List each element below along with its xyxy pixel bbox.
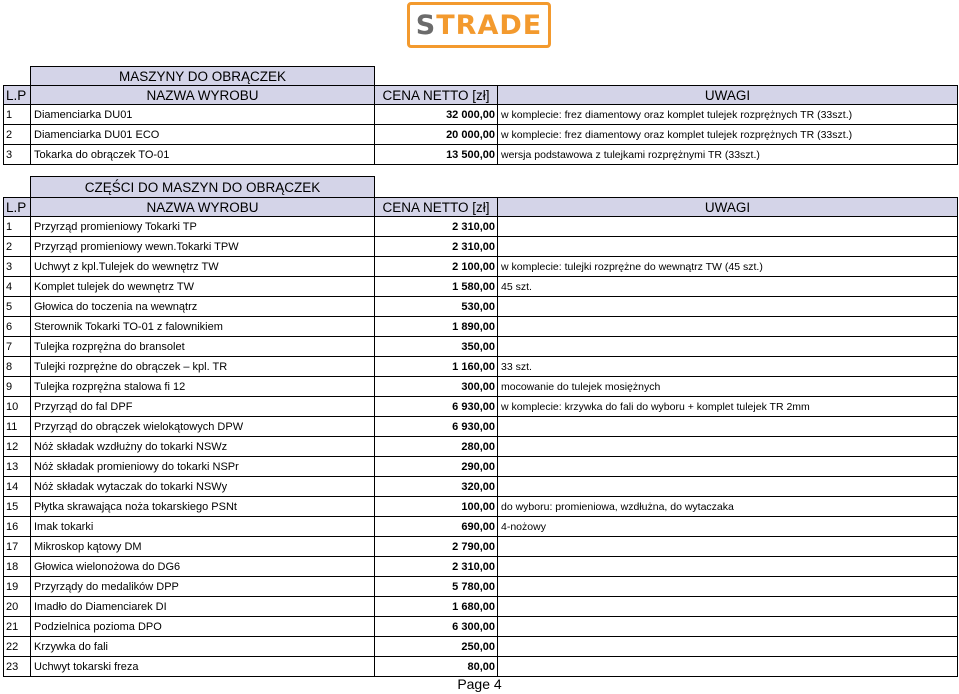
notes-cell xyxy=(498,457,958,477)
price-cell: 690,00 xyxy=(375,517,498,537)
notes-cell xyxy=(498,597,958,617)
price-cell: 1 680,00 xyxy=(375,597,498,617)
table-row xyxy=(4,437,958,457)
machines-header-row xyxy=(4,86,958,105)
price-cell: 100,00 xyxy=(375,497,498,517)
notes-cell xyxy=(498,337,958,357)
table-row xyxy=(4,637,958,657)
table-row xyxy=(4,557,958,577)
table-row xyxy=(4,657,958,677)
notes-cell xyxy=(498,317,958,337)
product-name: Podzielnica pozioma DPO xyxy=(31,617,375,637)
row-number: 2 xyxy=(4,237,31,257)
product-name: Przyrząd do obrączek wielokątowych DPW xyxy=(31,417,375,437)
col-header-notes: UWAGI xyxy=(498,198,958,217)
product-name: Krzywka do fali xyxy=(31,637,375,657)
table-row xyxy=(4,257,958,277)
price-cell: 2 790,00 xyxy=(375,537,498,557)
col-header-name: NAZWA WYROBU xyxy=(31,86,375,105)
table-row xyxy=(4,457,958,477)
price-cell: 320,00 xyxy=(375,477,498,497)
row-number: 15 xyxy=(4,497,31,517)
row-number: 19 xyxy=(4,577,31,597)
notes-cell: wersja podstawowa z tulejkami rozprężnymi TR (33szt.) xyxy=(498,145,958,165)
table-row xyxy=(4,217,958,237)
machines-section-title: MASZYNY DO OBRĄCZEK xyxy=(31,67,375,86)
product-name: Tulejka rozprężna do bransolet xyxy=(31,337,375,357)
product-name: Mikroskop kątowy DM xyxy=(31,537,375,557)
table-row xyxy=(4,145,958,165)
product-name: Nóż składak wytaczak do tokarki NSWy xyxy=(31,477,375,497)
row-number: 22 xyxy=(4,637,31,657)
price-cell: 2 310,00 xyxy=(375,557,498,577)
row-number: 6 xyxy=(4,317,31,337)
price-cell: 530,00 xyxy=(375,297,498,317)
price-cell: 1 890,00 xyxy=(375,317,498,337)
table-row xyxy=(4,357,958,377)
product-name: Diamenciarka DU01 ECO xyxy=(31,125,375,145)
price-cell: 32 000,00 xyxy=(375,105,498,125)
col-header-lp: L.P xyxy=(4,198,31,217)
price-cell: 6 930,00 xyxy=(375,397,498,417)
notes-cell xyxy=(498,477,958,497)
product-name: Przyrząd do fal DPF xyxy=(31,397,375,417)
product-name: Tokarka do obrączek TO-01 xyxy=(31,145,375,165)
logo-text: STRADE xyxy=(415,9,543,41)
table-row xyxy=(4,105,958,125)
notes-cell: mocowanie do tulejek mosiężnych xyxy=(498,377,958,397)
row-number: 17 xyxy=(4,537,31,557)
table-row xyxy=(4,617,958,637)
product-name: Przyrządy do medalików DPP xyxy=(31,577,375,597)
notes-cell xyxy=(498,537,958,557)
notes-cell xyxy=(498,437,958,457)
col-header-notes: UWAGI xyxy=(498,86,958,105)
row-number: 5 xyxy=(4,297,31,317)
row-number: 3 xyxy=(4,257,31,277)
price-cell: 6 930,00 xyxy=(375,417,498,437)
col-header-price: CENA NETTO [zł] xyxy=(375,86,498,105)
table-row xyxy=(4,477,958,497)
notes-cell xyxy=(498,417,958,437)
product-name: Głowica wielonożowa do DG6 xyxy=(31,557,375,577)
table-row xyxy=(4,537,958,557)
product-name: Imadło do Diamenciarek DI xyxy=(31,597,375,617)
table-row xyxy=(4,277,958,297)
product-name: Tulejka rozprężna stalowa fi 12 xyxy=(31,377,375,397)
product-name: Imak tokarki xyxy=(31,517,375,537)
col-header-name: NAZWA WYROBU xyxy=(31,198,375,217)
price-cell: 20 000,00 xyxy=(375,125,498,145)
parts-table xyxy=(3,176,958,677)
table-row xyxy=(4,317,958,337)
price-cell: 1 160,00 xyxy=(375,357,498,377)
col-header-price: CENA NETTO [zł] xyxy=(375,198,498,217)
notes-cell xyxy=(498,657,958,677)
table-row xyxy=(4,597,958,617)
notes-cell xyxy=(498,577,958,597)
parts-section-title: CZĘŚCI DO MASZYN DO OBRĄCZEK xyxy=(31,177,375,198)
table-row xyxy=(4,125,958,145)
notes-cell: w komplecie: frez diamentowy oraz komplet tulejek rozprężnych TR (33szt.) xyxy=(498,125,958,145)
col-header-lp: L.P xyxy=(4,86,31,105)
parts-header-row xyxy=(4,198,958,217)
table-row xyxy=(4,377,958,397)
notes-cell: w komplecie: tulejki rozprężne do wewnątrz TW (45 szt.) xyxy=(498,257,958,277)
row-number: 9 xyxy=(4,377,31,397)
row-number: 4 xyxy=(4,277,31,297)
price-cell: 280,00 xyxy=(375,437,498,457)
notes-cell: 45 szt. xyxy=(498,277,958,297)
notes-cell xyxy=(498,237,958,257)
price-cell: 13 500,00 xyxy=(375,145,498,165)
product-name: Komplet tulejek do wewnętrz TW xyxy=(31,277,375,297)
notes-cell: 4-nożowy xyxy=(498,517,958,537)
row-number: 1 xyxy=(4,217,31,237)
row-number: 18 xyxy=(4,557,31,577)
price-cell: 300,00 xyxy=(375,377,498,397)
table-row xyxy=(4,497,958,517)
page-number: Page 4 xyxy=(457,676,502,692)
row-number: 7 xyxy=(4,337,31,357)
row-number: 10 xyxy=(4,397,31,417)
row-number: 12 xyxy=(4,437,31,457)
table-row xyxy=(4,397,958,417)
table-row xyxy=(4,517,958,537)
row-number: 2 xyxy=(4,125,31,145)
row-number: 21 xyxy=(4,617,31,637)
row-number: 11 xyxy=(4,417,31,437)
table-row xyxy=(4,577,958,597)
row-number: 16 xyxy=(4,517,31,537)
price-cell: 5 780,00 xyxy=(375,577,498,597)
notes-cell xyxy=(498,557,958,577)
row-number: 1 xyxy=(4,105,31,125)
product-name: Nóż składak wzdłużny do tokarki NSWz xyxy=(31,437,375,457)
product-name: Uchwyt z kpl.Tulejek do wewnętrz TW xyxy=(31,257,375,277)
notes-cell xyxy=(498,297,958,317)
price-cell: 290,00 xyxy=(375,457,498,477)
price-cell: 2 100,00 xyxy=(375,257,498,277)
product-name: Przyrząd promieniowy Tokarki TP xyxy=(31,217,375,237)
row-number: 23 xyxy=(4,657,31,677)
table-row xyxy=(4,297,958,317)
row-number: 14 xyxy=(4,477,31,497)
price-cell: 2 310,00 xyxy=(375,237,498,257)
product-name: Przyrząd promieniowy wewn.Tokarki TPW xyxy=(31,237,375,257)
table-row xyxy=(4,417,958,437)
notes-cell: do wyboru: promieniowa, wzdłużna, do wytaczaka xyxy=(498,497,958,517)
product-name: Głowica do toczenia na wewnątrz xyxy=(31,297,375,317)
row-number: 13 xyxy=(4,457,31,477)
machines-table xyxy=(3,66,958,165)
row-number: 8 xyxy=(4,357,31,377)
notes-cell: w komplecie: krzywka do fali do wyboru + komplet tulejek TR 2mm xyxy=(498,397,958,417)
row-number: 3 xyxy=(4,145,31,165)
product-name: Tulejki rozprężne do obrączek – kpl. TR xyxy=(31,357,375,377)
table-row xyxy=(4,337,958,357)
product-name: Nóż składak promieniowy do tokarki NSPr xyxy=(31,457,375,477)
row-number: 20 xyxy=(4,597,31,617)
notes-cell: w komplecie: frez diamentowy oraz komplet tulejek rozprężnych TR (33szt.) xyxy=(498,105,958,125)
price-cell: 1 580,00 xyxy=(375,277,498,297)
price-cell: 250,00 xyxy=(375,637,498,657)
strade-logo xyxy=(407,2,551,48)
table-row xyxy=(4,237,958,257)
price-cell: 350,00 xyxy=(375,337,498,357)
product-name: Uchwyt tokarski freza xyxy=(31,657,375,677)
price-cell: 80,00 xyxy=(375,657,498,677)
product-name: Płytka skrawająca noża tokarskiego PSNt xyxy=(31,497,375,517)
notes-cell xyxy=(498,617,958,637)
notes-cell xyxy=(498,637,958,657)
product-name: Diamenciarka DU01 xyxy=(31,105,375,125)
price-cell: 6 300,00 xyxy=(375,617,498,637)
notes-cell: 33 szt. xyxy=(498,357,958,377)
product-name: Sterownik Tokarki TO-01 z falownikiem xyxy=(31,317,375,337)
notes-cell xyxy=(498,217,958,237)
price-cell: 2 310,00 xyxy=(375,217,498,237)
